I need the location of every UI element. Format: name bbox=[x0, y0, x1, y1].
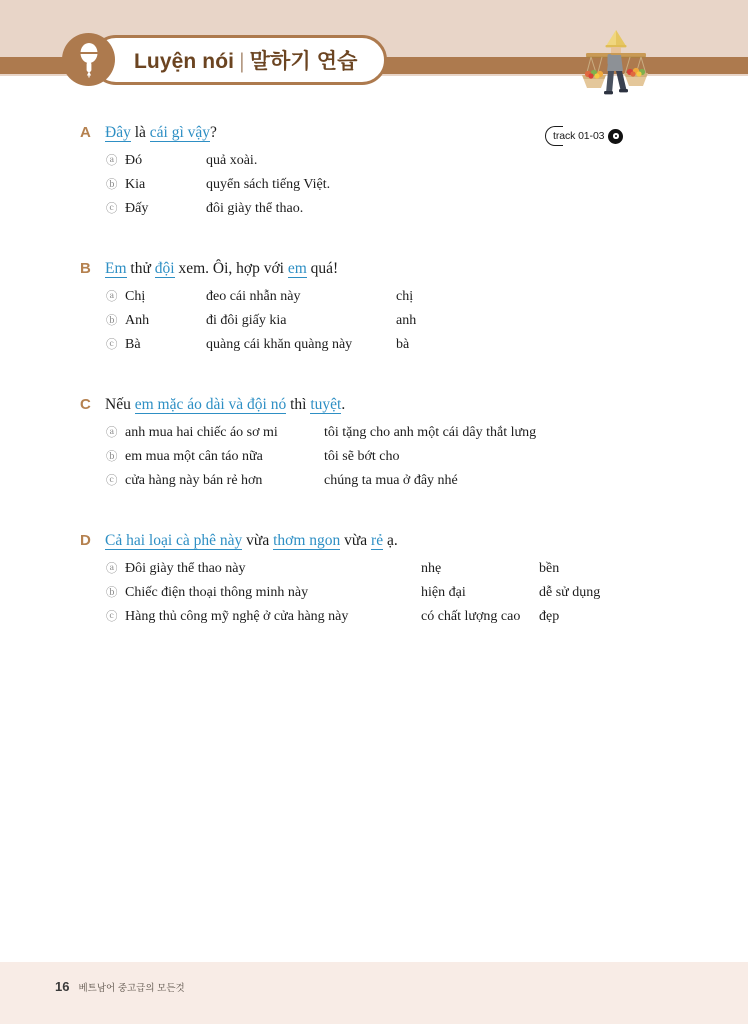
option-marker: ⓑ bbox=[106, 312, 118, 327]
exercise-section-c bbox=[0, 395, 748, 497]
exercise-section-d bbox=[0, 531, 748, 633]
prompt-plain: thì bbox=[286, 395, 311, 413]
page-header bbox=[0, 0, 748, 110]
prompt-highlight: rẻ bbox=[371, 531, 384, 549]
section-letter-a: A bbox=[80, 124, 91, 141]
option-row[interactable] bbox=[106, 313, 748, 337]
prompt-plain: xem. Ôi, hợp với bbox=[174, 259, 288, 277]
option-cell: dễ sử dụng bbox=[539, 584, 601, 600]
title-pill bbox=[91, 35, 387, 85]
option-row[interactable] bbox=[106, 337, 748, 361]
prompt-text-a bbox=[105, 123, 217, 144]
option-cell: quả xoài. bbox=[206, 152, 258, 168]
option-marker: ⓒ bbox=[106, 472, 118, 487]
option-cell: Anh bbox=[125, 312, 150, 328]
section-title-ko: 말하기 연습 bbox=[249, 49, 358, 73]
option-cell: chị bbox=[396, 288, 414, 304]
option-marker: ⓒ bbox=[106, 608, 118, 623]
option-list-a bbox=[0, 153, 748, 225]
section-letter-c: C bbox=[80, 395, 91, 413]
footer bbox=[55, 979, 185, 994]
option-cell: quyển sách tiếng Việt. bbox=[206, 176, 331, 192]
prompt-line-c bbox=[0, 395, 748, 416]
option-cell: hiện đại bbox=[421, 584, 466, 600]
option-list-c bbox=[0, 425, 748, 497]
option-cell: đẹp bbox=[539, 608, 560, 624]
prompt-plain: Nếu bbox=[105, 395, 135, 413]
prompt-plain: ? bbox=[210, 124, 217, 141]
prompt-plain: thử bbox=[126, 259, 155, 277]
option-cell: đôi giày thể thao. bbox=[206, 200, 304, 216]
option-cell: anh bbox=[396, 312, 417, 328]
prompt-plain: là bbox=[130, 124, 150, 141]
prompt-plain: . bbox=[341, 395, 346, 413]
option-row[interactable] bbox=[106, 585, 748, 609]
option-row[interactable] bbox=[106, 449, 748, 473]
option-cell: Đấy bbox=[125, 200, 149, 216]
option-list-d bbox=[0, 561, 748, 633]
option-cell: tôi sẽ bớt cho bbox=[324, 448, 400, 464]
prompt-highlight: cái gì vậy bbox=[149, 124, 211, 141]
option-row[interactable] bbox=[106, 153, 748, 177]
option-row[interactable] bbox=[106, 473, 748, 497]
option-row[interactable] bbox=[106, 289, 748, 313]
prompt-plain: quá! bbox=[306, 259, 339, 277]
prompt-line-a bbox=[0, 123, 748, 144]
option-cell: bền bbox=[539, 560, 560, 576]
prompt-text-d bbox=[105, 531, 398, 552]
option-row[interactable] bbox=[106, 425, 748, 449]
vietnamese-street-vendor-illustration bbox=[578, 26, 654, 98]
prompt-highlight: em bbox=[287, 259, 307, 277]
prompt-highlight: Đây bbox=[105, 124, 131, 141]
prompt-plain: vừa bbox=[340, 531, 372, 549]
prompt-highlight: Em bbox=[105, 259, 127, 277]
option-cell: Chiếc điện thoại thông minh này bbox=[125, 584, 309, 600]
page-number: 16 bbox=[55, 979, 70, 994]
option-cell: Đôi giày thể thao này bbox=[125, 560, 246, 576]
option-marker: ⓒ bbox=[106, 200, 118, 215]
prompt-plain: ạ. bbox=[383, 531, 398, 549]
option-row[interactable] bbox=[106, 201, 748, 225]
option-cell: đeo cái nhẫn này bbox=[206, 288, 301, 304]
option-cell: Hàng thủ công mỹ nghệ ở cửa hàng này bbox=[125, 608, 349, 624]
option-cell: quàng cái khăn quàng này bbox=[206, 336, 353, 352]
section-title-vi: Luyện nói bbox=[134, 49, 235, 73]
prompt-text-c bbox=[105, 395, 345, 416]
prompt-highlight: em mặc áo dài và đội nó bbox=[134, 395, 287, 413]
track-label: track 01-03 bbox=[553, 130, 605, 142]
option-marker: ⓑ bbox=[106, 176, 118, 191]
option-cell: nhẹ bbox=[421, 560, 442, 576]
option-cell: anh mua hai chiếc áo sơ mi bbox=[125, 424, 278, 440]
microphone-icon-circle bbox=[62, 33, 115, 86]
section-title bbox=[134, 45, 358, 75]
option-marker: ⓑ bbox=[106, 584, 118, 599]
exercise-list bbox=[0, 110, 748, 633]
prompt-highlight: đội bbox=[154, 259, 175, 277]
option-cell: bà bbox=[396, 336, 410, 352]
prompt-line-b bbox=[0, 259, 748, 280]
option-marker: ⓐ bbox=[106, 560, 118, 575]
prompt-text-b bbox=[105, 259, 338, 280]
prompt-highlight: Cả hai loại cà phê này bbox=[105, 531, 243, 549]
option-cell: tôi tặng cho anh một cái dây thắt lưng bbox=[324, 424, 537, 440]
option-cell: em mua một cân táo nữa bbox=[125, 448, 263, 464]
option-row[interactable] bbox=[106, 609, 748, 633]
option-cell: Đó bbox=[125, 152, 143, 168]
prompt-line-d bbox=[0, 531, 748, 552]
exercise-section-b bbox=[0, 259, 748, 361]
option-row[interactable] bbox=[106, 177, 748, 201]
option-row[interactable] bbox=[106, 561, 748, 585]
prompt-highlight: thơm ngon bbox=[273, 531, 341, 549]
microphone-icon bbox=[76, 42, 102, 78]
exercise-section-a bbox=[0, 123, 748, 225]
option-cell: Bà bbox=[125, 336, 141, 352]
option-cell: Chị bbox=[125, 288, 146, 304]
section-title-badge bbox=[62, 33, 387, 86]
option-marker: ⓐ bbox=[106, 288, 118, 303]
option-cell: có chất lượng cao bbox=[421, 608, 521, 624]
section-title-separator: | bbox=[239, 49, 245, 73]
option-cell: đi đôi giấy kia bbox=[206, 312, 287, 328]
option-cell: Kia bbox=[125, 176, 146, 192]
option-marker: ⓐ bbox=[106, 152, 118, 167]
option-marker: ⓐ bbox=[106, 424, 118, 439]
book-title: 베트남어 중고급의 모든것 bbox=[78, 983, 185, 994]
option-cell: cửa hàng này bán rẻ hơn bbox=[125, 472, 263, 488]
option-marker: ⓒ bbox=[106, 336, 118, 351]
prompt-highlight: tuyệt bbox=[310, 395, 342, 413]
option-cell: chúng ta mua ở đây nhé bbox=[324, 472, 458, 488]
section-letter-d: D bbox=[80, 531, 91, 549]
option-list-b bbox=[0, 289, 748, 361]
option-marker: ⓑ bbox=[106, 448, 118, 463]
prompt-plain: vừa bbox=[242, 531, 274, 549]
section-letter-b: B bbox=[80, 259, 91, 277]
